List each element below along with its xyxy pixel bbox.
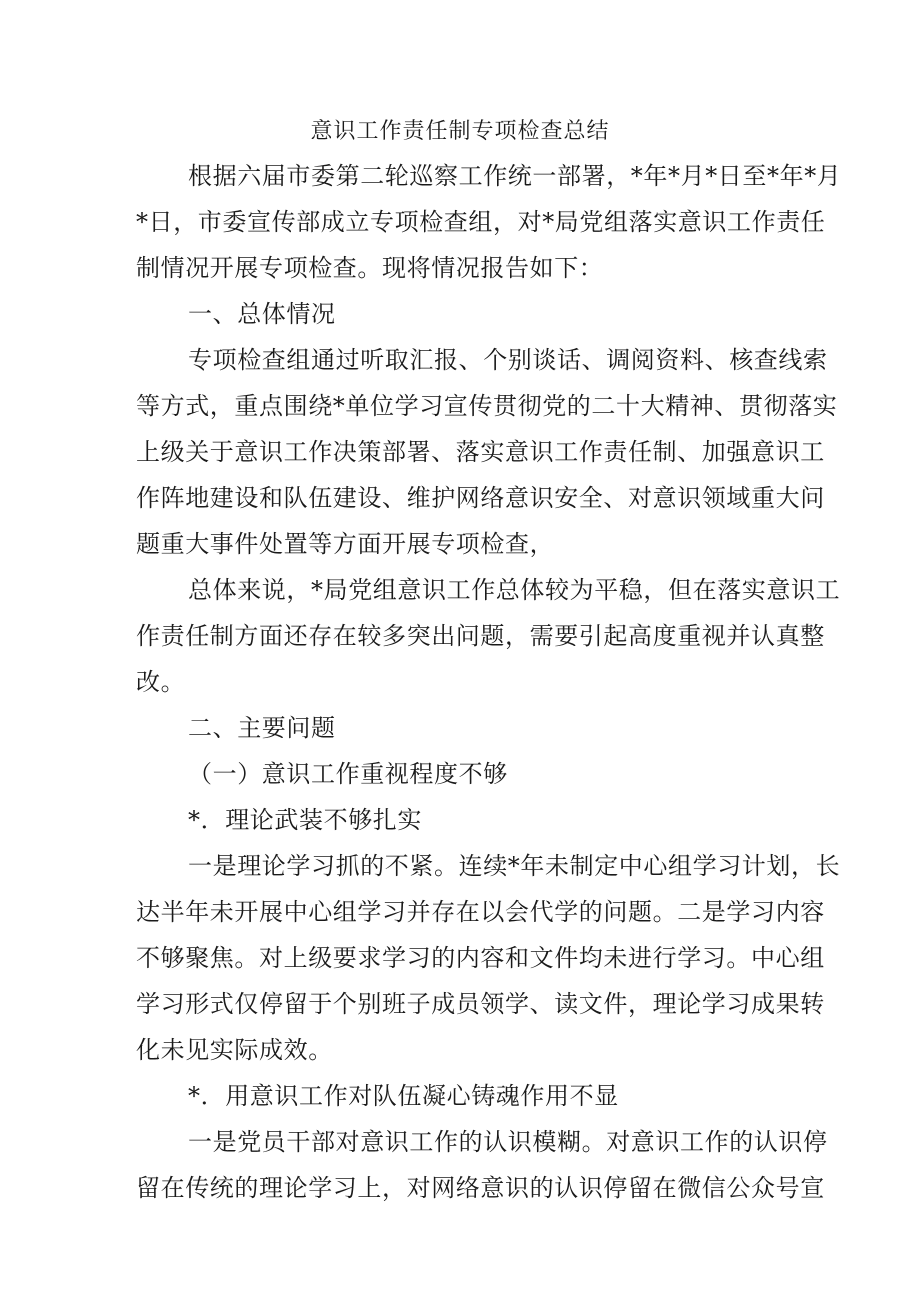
- body-line-9: 题重大事件处置等方面开展专项检查，: [136, 530, 555, 558]
- body-line-5: 专项检查组通过听取汇报、个别谈话、调阅资料、核查线索: [188, 346, 828, 374]
- subsection-heading-1: （一）意识工作重视程度不够: [188, 760, 508, 788]
- body-line-1: 根据六届市委第二轮巡察工作统一部署，*年*月*日至*年*月: [188, 162, 842, 190]
- body-line-20: 化未见实际成效。: [136, 1036, 333, 1064]
- item-heading-team: *．用意识工作对队伍凝心铸魂作用不显: [188, 1082, 619, 1110]
- item-heading-theory: *．理论武装不够扎实: [188, 806, 422, 834]
- body-line-3: 制情况开展专项检查。现将情况报告如下：: [136, 254, 604, 282]
- body-line-22: 一是党员干部对意识工作的认识模糊。对意识工作的认识停: [188, 1128, 828, 1156]
- body-line-12: 改。: [136, 668, 186, 696]
- body-line-16: 一是理论学习抓的不紧。连续*年未制定中心组学习计划，长: [188, 852, 841, 880]
- section-heading-main-issues: 二、主要问题: [188, 714, 336, 742]
- body-line-17: 达半年未开展中心组学习并存在以会代学的问题。二是学习内容: [136, 898, 825, 926]
- body-line-11: 作责任制方面还存在较多突出问题，需要引起高度重视并认真整: [136, 622, 825, 650]
- body-line-23: 留在传统的理论学习上，对网络意识的认识停留在微信公众号宣: [136, 1174, 825, 1202]
- body-line-7: 上级关于意识工作决策部署、落实意识工作责任制、加强意识工: [136, 438, 825, 466]
- body-line-19: 学习形式仅停留于个别班子成员领学、读文件，理论学习成果转: [136, 990, 825, 1018]
- section-heading-overview: 一、总体情况: [188, 300, 336, 328]
- body-line-18: 不够聚焦。对上级要求学习的内容和文件均未进行学习。中心组: [136, 944, 825, 972]
- body-line-8: 作阵地建设和队伍建设、维护网络意识安全、对意识领域重大问: [136, 484, 825, 512]
- body-line-6: 等方式，重点围绕*单位学习宣传贯彻党的二十大精神、贯彻落实: [136, 392, 838, 420]
- document-title: 意识工作责任制专项检查总结: [310, 119, 610, 144]
- body-line-10: 总体来说，*局党组意识工作总体较为平稳，但在落实意识工: [188, 576, 841, 604]
- body-line-2: *日，市委宣传部成立专项检查组，对*局党组落实意识工作责任: [136, 208, 826, 236]
